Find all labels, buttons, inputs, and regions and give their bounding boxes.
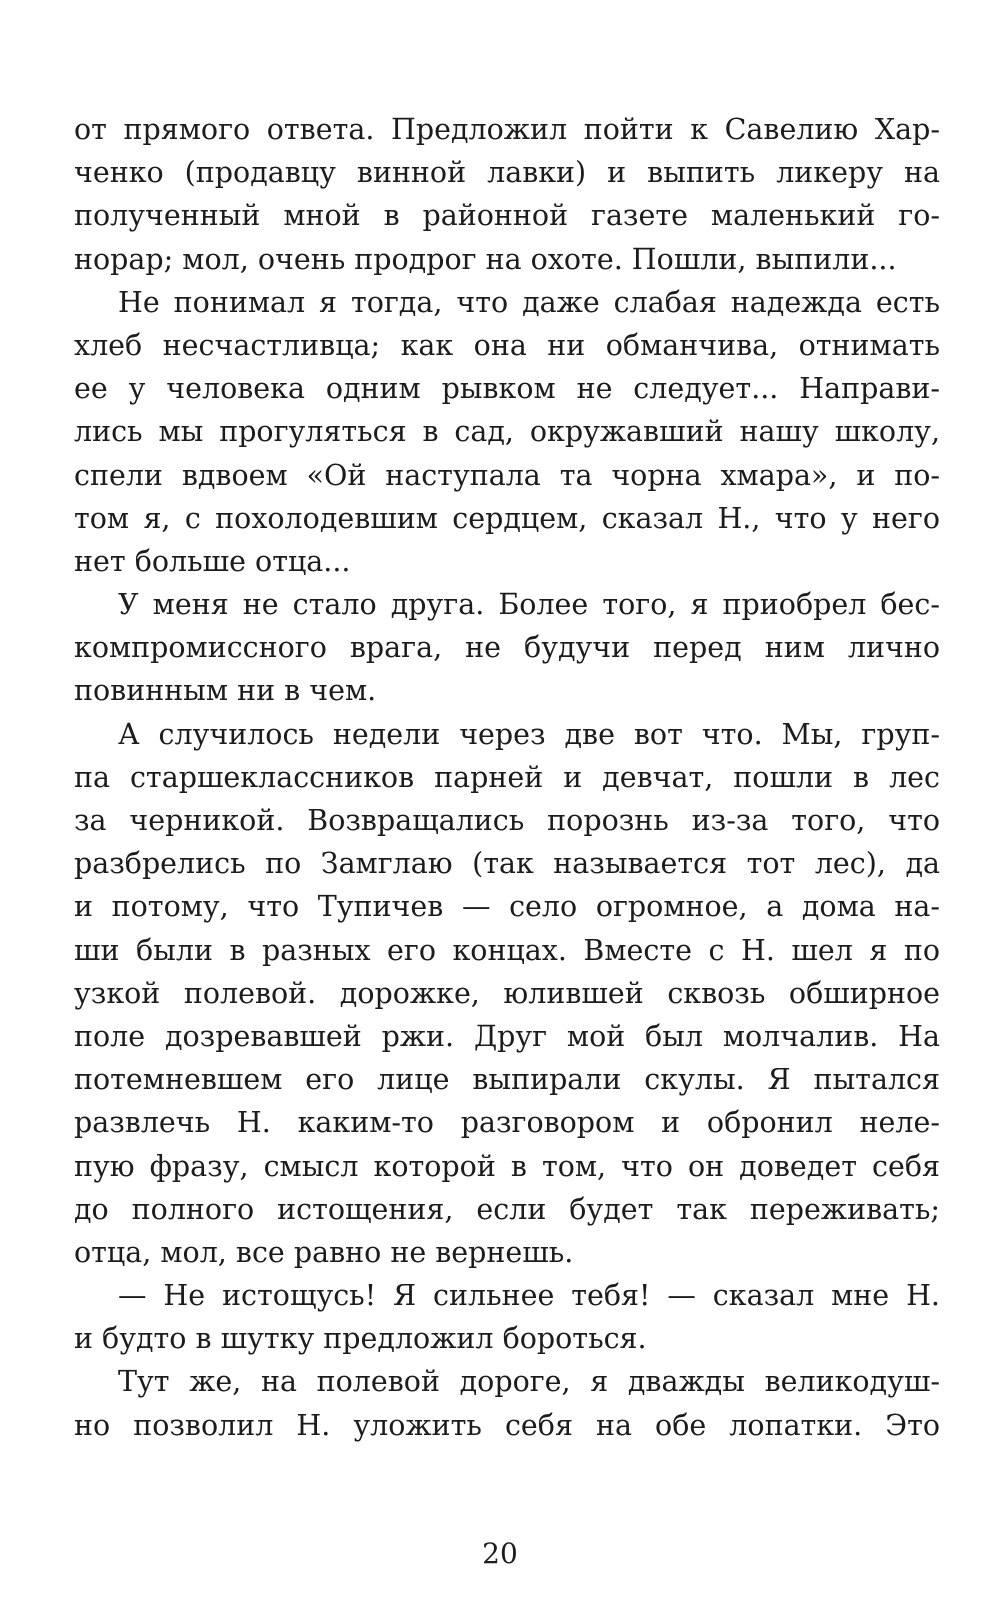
paragraph-first-line: Тут же, на полевой дороге, я дважды великодуш- — [118, 1365, 940, 1399]
text-line: полученный мной в районной газете маленький го- — [74, 199, 940, 233]
text-line: поле дозревавшей ржи. Друг мой был молчалив. На — [74, 1019, 940, 1053]
text-line: па старшеклассников парней и девчат, пошли в лес — [74, 760, 940, 794]
text-line: и потому, что Тупичев — село огромное, а дома на- — [74, 890, 940, 924]
text-line: от прямого ответа. Предложил пойти к Савелию Хар- — [74, 113, 940, 146]
text-line: разбрелись по Замглаю (так называется тот лес), да — [74, 847, 940, 881]
text-line: том я, с похолодевшим сердцем, сказал Н., что у него — [74, 501, 940, 535]
paragraph-first-line: — Не истощусь! Я сильнее тебя! — сказал мне Н. — [118, 1279, 940, 1313]
text-line: норар; мол, очень продрог на охоте. Пошли, выпили... — [74, 242, 897, 276]
text-line: ченко (продавцу винной лавки) и выпить ликеру на — [74, 156, 940, 190]
text-line: компромиссного врага, не будучи перед ним лично — [74, 631, 940, 665]
text-line: лись мы прогуляться в сад, окружавший нашу школу, — [74, 415, 940, 449]
text-line: до полного истощения, если будет так переживать; — [74, 1192, 940, 1226]
text-line: за черникой. Возвращались порознь из-за того, что — [74, 804, 940, 837]
text-line: хлеб несчастливца; как она ни обманчива, отнимать — [74, 328, 940, 362]
text-line: спели вдвоем «Ой наступала та чорна хмара», и по- — [74, 458, 940, 492]
text-line: и будто в шутку предложил бороться. — [74, 1322, 647, 1356]
text-line: узкой полевой. дорожке, юлившей сквозь обширное — [74, 976, 940, 1010]
paragraph-first-line: У меня не стало друга. Более того, я приобрел бес- — [118, 588, 940, 622]
text-line: но позволил Н. уложить себя на обе лопатки. Это — [74, 1408, 940, 1442]
text-line: ее у человека одним рывком не следует... Направи- — [74, 372, 940, 406]
text-line: повинным ни в чем. — [74, 674, 377, 708]
text-line: потемневшем его лице выпирали скулы. Я пытался — [74, 1063, 940, 1097]
page-number: 20 — [482, 1537, 518, 1570]
text-line: ши были в разных его концах. Вместе с Н. шел я по — [74, 933, 940, 967]
page-text — [74, 108, 940, 1447]
paragraph-first-line: А случилось недели через две вот что. Мы, груп- — [118, 717, 940, 751]
text-line: пую фразу, смысл которой в том, что он доведет себя — [74, 1149, 940, 1183]
text-line: нет больше отца... — [74, 544, 351, 578]
paragraph-first-line: Не понимал я тогда, что даже слабая надежда есть — [118, 285, 940, 319]
text-line: развлечь Н. каким-то разговором и обронил неле- — [74, 1106, 940, 1140]
text-line: отца, мол, все равно не вернешь. — [74, 1235, 574, 1269]
